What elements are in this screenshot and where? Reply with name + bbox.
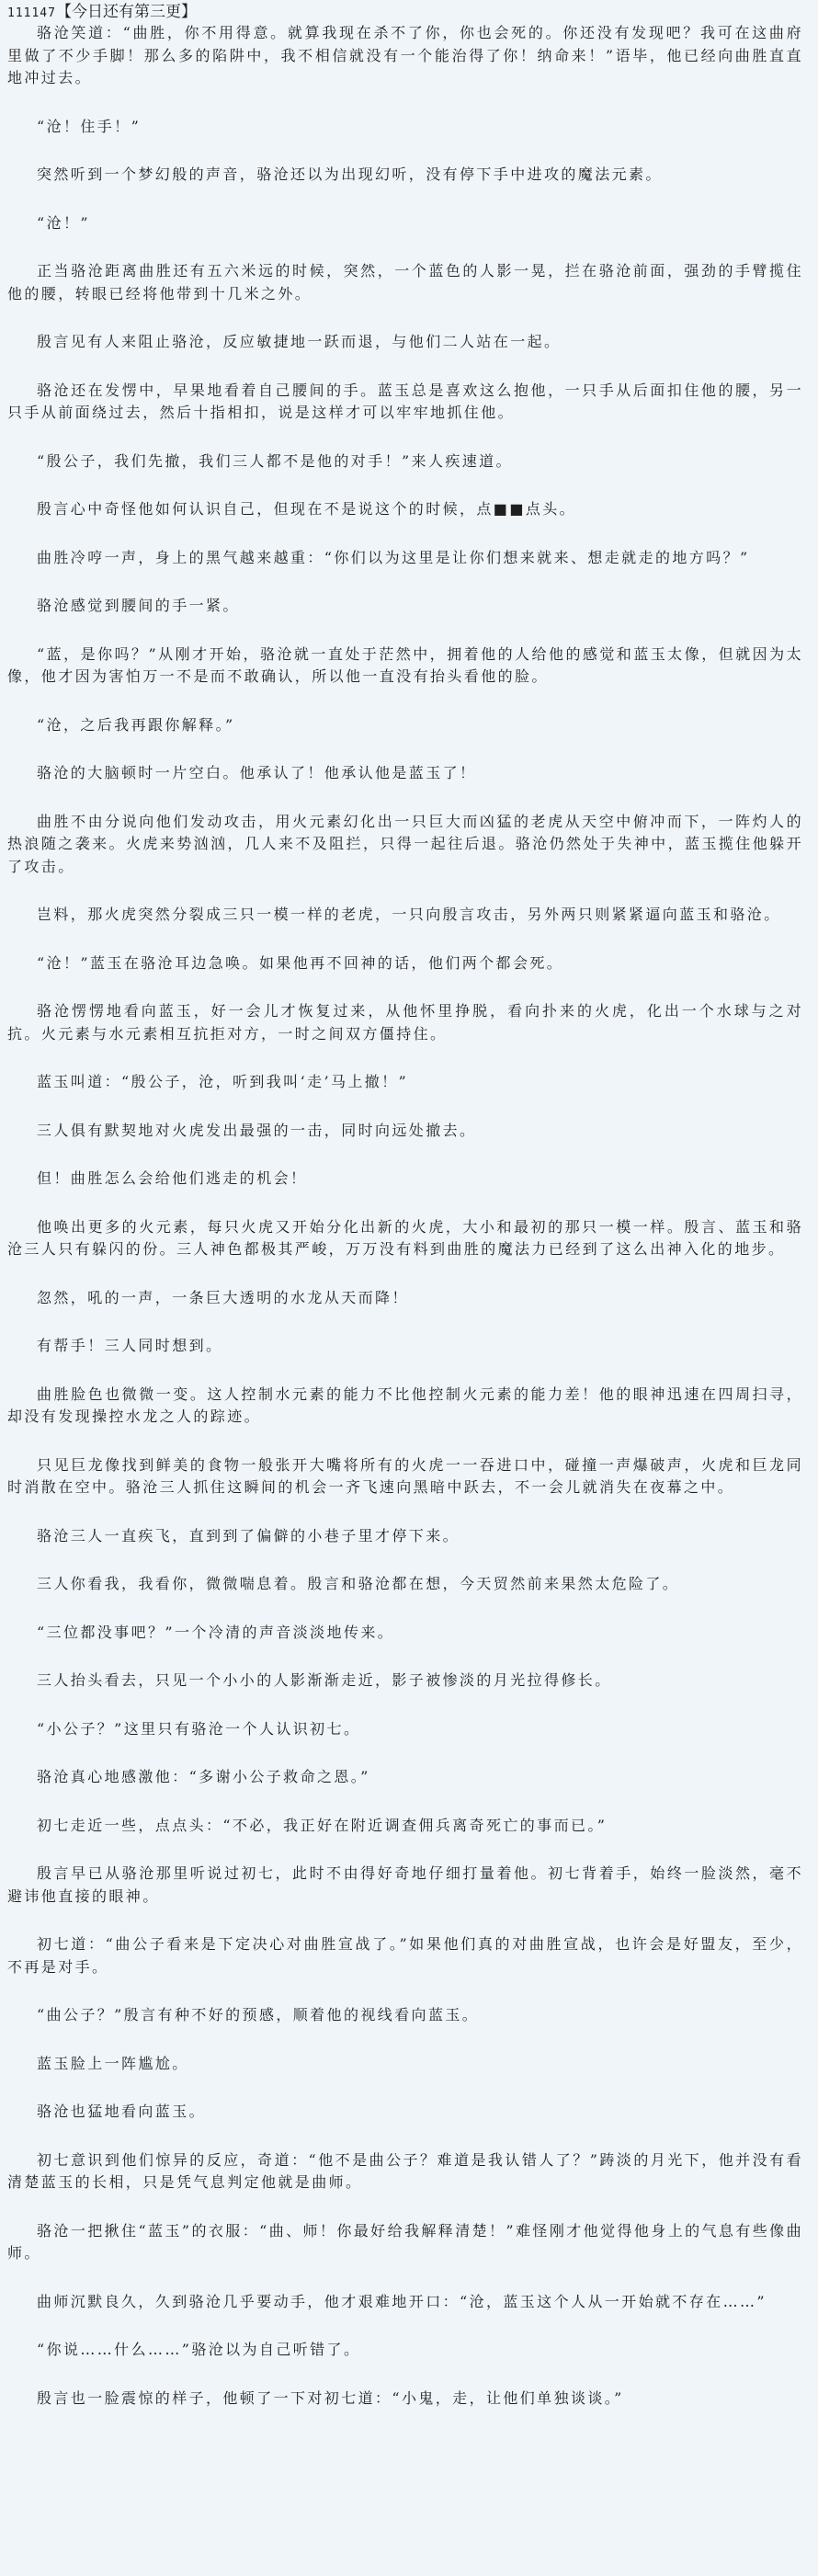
chapter-body [7, 22, 803, 2410]
body-paragraph: 初七走近一些，点点头：“不必，我正好在附近调查佣兵离奇死亡的事而已。” [37, 1816, 608, 1834]
chapter-header [7, 2, 803, 22]
body-paragraph: 初七道：“曲公子看来是下定决心对曲胜宣战了。”如果他们真的对曲胜宣战，也许会是好盟友，至少，不再是对手。 [7, 1935, 803, 1976]
body-paragraph: 殷言见有人来阻止骆沧，反应敏捷地一跃而退，与他们二人站在一起。 [37, 333, 562, 350]
body-paragraph: 骆沧真心地感激他：“多谢小公子救命之恩。” [37, 1768, 370, 1785]
body-paragraph: “沧！”蓝玉在骆沧耳边急唤。如果他再不回神的话，他们两个都会死。 [37, 953, 564, 972]
body-paragraph: “三位都没事吧？”一个冷清的声音淡淡地传来。 [37, 1623, 395, 1641]
body-paragraph: 骆沧笑道：“曲胜，你不用得意。就算我现在杀不了你，你也会死的。你还没有发现吧？我可在这曲府里做了不少手脚！那么多的陷阱中，我不相信就没有一个能治得了你！纳命来！”语毕，他已经向曲胜直直地冲过去。 [7, 24, 803, 86]
chapter-title: 【今日还有第三更】 [55, 3, 197, 21]
chapter-number: 111147 [7, 6, 56, 20]
body-paragraph: 骆沧一把揪住“蓝玉”的衣服：“曲、师！你最好给我解释清楚！”难怪刚才他觉得他身上的气息有些像曲师。 [7, 2221, 803, 2262]
body-paragraph: 他唤出更多的火元素，每只火虎又开始分化出新的火虎，大小和最初的那只一模一样。殷言、蓝玉和骆沧三人只有躲闪的份。三人神色都极其严峻，万万没有料到曲胜的魔法力已经到了这么出神入化的地步。 [7, 1217, 803, 1258]
body-paragraph: 初七意识到他们惊异的反应，奇道：“他不是曲公子？难道是我认错人了？”踌淡的月光下，他并没有看清楚蓝玉的长相，只是凭气息判定他就是曲师。 [7, 2150, 803, 2191]
body-paragraph: 殷言心中奇怪他如何认识自己，但现在不是说这个的时候，点■■点头。 [37, 500, 577, 518]
body-paragraph: “小公子？”这里只有骆沧一个人认识初七。 [37, 1719, 361, 1738]
body-paragraph: 骆沧也猛地看向蓝玉。 [37, 2103, 207, 2120]
body-paragraph: 岂料，那火虎突然分裂成三只一模一样的老虎，一只向殷言攻击，另外两只则紧紧逼向蓝玉和骆沧。 [37, 906, 781, 923]
body-paragraph: “沧，之后我再跟你解释。” [37, 715, 235, 734]
body-paragraph: 骆沧愣愣地看向蓝玉，好一会儿才恢复过来，从他怀里挣脱，看向扑来的火虎，化出一个水球与之对抗。火元素与水元素相互抗拒对方，一时之间双方僵持住。 [7, 1002, 803, 1043]
body-paragraph: 有帮手！三人同时想到。 [37, 1337, 223, 1354]
body-paragraph: 骆沧三人一直疾飞，直到到了偏僻的小巷子里才停下来。 [37, 1526, 460, 1544]
body-paragraph: 骆沧还在发愣中，早果地看着自己腰间的手。蓝玉总是喜欢这么抱他，一只手从后面扣住他的腰，另一只手从前面绕过去，然后十指相扣，说是这样才可以牢牢地抓住他。 [7, 381, 803, 421]
body-paragraph: 正当骆沧距离曲胜还有五六米远的时候，突然，一个蓝色的人影一晃，拦在骆沧前面，强劲的手臂揽住他的腰，转眼已经将他带到十几米之外。 [7, 262, 803, 302]
body-paragraph: 曲胜不由分说向他们发动攻击，用火元素幻化出一只巨大而凶猛的老虎从天空中俯冲而下，一阵灼人的热浪随之袭来。火虎来势汹汹，几人来不及阻拦，只得一起往后退。骆沧仍然处于失神中，蓝玉揽住他躲开了攻击。 [7, 812, 803, 875]
body-paragraph: 只见巨龙像找到鲜美的食物一般张开大嘴将所有的火虎一一吞进口中，碰撞一声爆破声，火虎和巨龙同时消散在空中。骆沧三人抓住这瞬间的机会一齐飞速向黑暗中跃去，不一会儿就消失在夜幕之中。 [7, 1455, 803, 1496]
body-paragraph: “殷公子，我们先撤，我们三人都不是他的对手！”来人疾速道。 [37, 451, 513, 470]
body-paragraph: 骆沧的大脑顿时一片空白。他承认了！他承认他是蓝玉了！ [37, 764, 477, 781]
body-paragraph: 三人俱有默契地对火虎发出最强的一击，同时向远处撤去。 [37, 1121, 477, 1139]
body-paragraph: “曲公子？”殷言有种不好的预感，顺着他的视线看向蓝玉。 [37, 2006, 480, 2023]
body-paragraph: 殷言也一脸震惊的样子，他顿了一下对初七道：“小鬼，走，让他们单独谈谈。” [37, 2388, 624, 2407]
body-paragraph: 忽然，吼的一声，一条巨大透明的水龙从天而降！ [37, 1288, 409, 1306]
body-paragraph: 曲胜脸色也微微一变。这人控制水元素的能力不比他控制火元素的能力差！他的眼神迅速在四周扫寻，却没有发现操控水龙之人的踪迹。 [7, 1385, 803, 1425]
body-paragraph: “蓝，是你吗？”从刚才开始，骆沧就一直处于茫然中，拥着他的人给他的感觉和蓝玉太像，但就因为太像，他才因为害怕万一不是而不敢确认，所以他一直没有抬头看他的脸。 [7, 644, 803, 685]
body-paragraph: 但！曲胜怎么会给他们逃走的机会！ [37, 1169, 308, 1187]
body-paragraph: 蓝玉叫道：“殷公子，沧，听到我叫‘走’马上撤！” [37, 1073, 409, 1090]
body-paragraph: 殷言早已从骆沧那里听说过初七，此时不由得好奇地仔细打量着他。初七背着手，始终一脸淡然，毫不避讳他直接的眼神。 [7, 1864, 803, 1905]
body-paragraph: 蓝玉脸上一阵尴尬。 [37, 2054, 189, 2072]
body-paragraph: 骆沧感觉到腰间的手一紧。 [37, 597, 240, 614]
body-paragraph: 曲胜冷哼一声，身上的黑气越来越重：“你们以为这里是让你们想来就来、想走就走的地方吗？” [37, 548, 750, 566]
body-paragraph: “你说……什么……”骆沧以为自己听错了。 [37, 2341, 361, 2358]
body-paragraph: 三人抬头看去，只见一个小小的人影渐渐走近，影子被惨淡的月光拉得修长。 [37, 1671, 612, 1689]
body-paragraph: 曲师沉默良久，久到骆沧几乎要动手，他才艰难地开口：“沧，蓝玉这个人从一开始就不存在……” [37, 2292, 767, 2310]
body-paragraph: “沧！住手！” [37, 117, 142, 135]
body-paragraph: “沧！” [37, 213, 90, 232]
body-paragraph: 突然听到一个梦幻般的声音，骆沧还以为出现幻听，没有停下手中进攻的魔法元素。 [37, 165, 663, 183]
body-paragraph: 三人你看我，我看你，微微喘息着。殷言和骆沧都在想，今天贸然前来果然太危险了。 [37, 1575, 680, 1592]
